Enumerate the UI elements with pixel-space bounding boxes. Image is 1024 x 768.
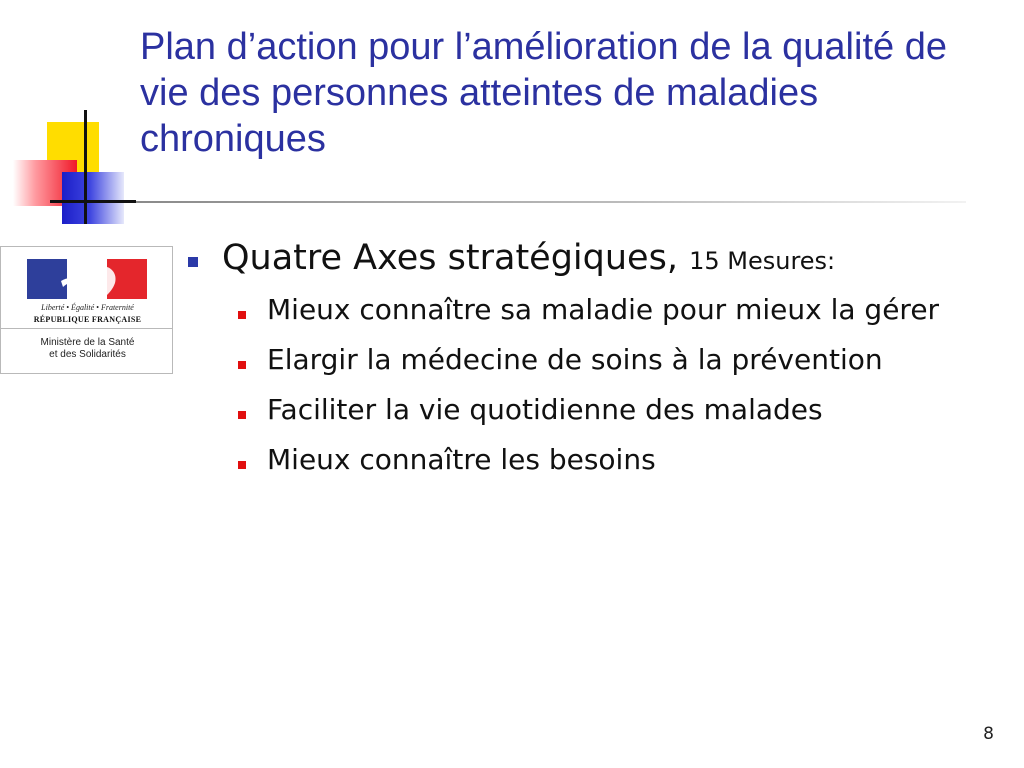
blue-square-bullet-icon xyxy=(188,257,198,267)
ministry-line-2: et des Solidarités xyxy=(49,349,126,360)
sub-bullet-text: Mieux connaître les besoins xyxy=(267,443,656,476)
sub-bullet-text: Elargir la médecine de soins à la prévention xyxy=(267,343,883,376)
republic-motto: Liberté • Égalité • Fraternité xyxy=(41,303,134,312)
decorative-corner-graphic xyxy=(0,100,160,230)
ministry-logo xyxy=(0,246,173,374)
title-underline xyxy=(136,201,966,203)
sub-bullet-text: Faciliter la vie quotidienne des malades xyxy=(267,393,823,426)
marianne-flag-logo xyxy=(27,259,147,299)
red-square-bullet-icon xyxy=(238,411,246,419)
blue-gradient-square xyxy=(62,172,124,224)
sub-bullet xyxy=(186,341,967,379)
short-horizontal-rule xyxy=(50,200,136,203)
vertical-rule xyxy=(84,110,87,224)
sub-bullet xyxy=(186,441,967,479)
ministry-name xyxy=(1,337,174,361)
republic-name: RÉPUBLIQUE FRANÇAISE xyxy=(33,315,142,324)
sub-bullet-text: Mieux connaître sa maladie pour mieux la gérer xyxy=(267,293,940,326)
main-bullet xyxy=(186,236,986,283)
ministry-line-1: Ministère de la Santé xyxy=(40,337,135,348)
sub-bullet xyxy=(186,291,967,329)
sub-bullet-list xyxy=(186,291,986,479)
main-bullet-text: Quatre Axes stratégiques, xyxy=(222,238,678,278)
red-square-bullet-icon xyxy=(238,461,246,469)
sub-bullet xyxy=(186,391,967,429)
page-number: 8 xyxy=(983,724,994,744)
slide-title: Plan d’action pour l’amélioration de la qualité de vie des personnes atteintes de maladies chroniques xyxy=(140,26,947,160)
slide-content xyxy=(186,236,986,491)
main-bullet-suffix: 15 Mesures: xyxy=(689,247,836,275)
red-square-bullet-icon xyxy=(238,361,246,369)
logo-divider xyxy=(1,328,172,329)
red-square-bullet-icon xyxy=(238,311,246,319)
